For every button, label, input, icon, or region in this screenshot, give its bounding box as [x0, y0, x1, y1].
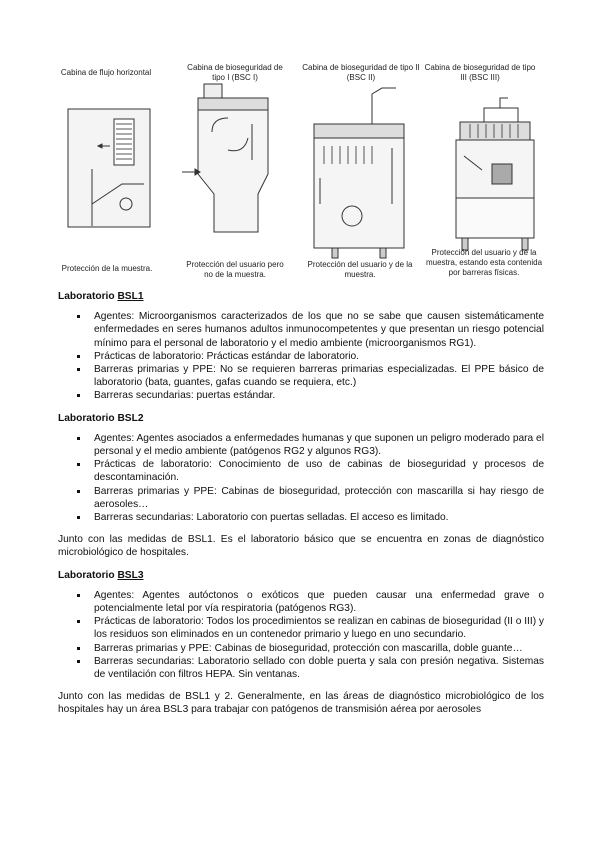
- cabinet-title-bsc2: Cabina de bioseguridad de tipo II (BSC II): [302, 63, 420, 82]
- bsl2-note: Junto con las medidas de BSL1. Es el laboratorio básico que se encuentra en zonas de diagnóstico microbiológico de hospitales.: [58, 534, 544, 559]
- bsc1-drawing: [182, 84, 268, 232]
- cabinet-caption-horizontal: Protección de la muestra.: [61, 264, 153, 273]
- list-item: Agentes: Agentes autóctonos o exóticos que pueden causar una enfermedad grave o potencialmente letal por vía respiratoria (patógenos RG3).: [94, 589, 544, 615]
- bsl3-note: Junto con las medidas de BSL1 y 2. Generalmente, en las áreas de diagnóstico microbiológico de los hospitales hay un área BSL3 para trabajar con patógenos de transmisión aérea por aerosoles: [58, 691, 544, 716]
- list-item: Barreras secundarias: Laboratorio con puertas selladas. El acceso es limitado.: [94, 511, 544, 524]
- list-item: Barreras primarias y PPE: Cabinas de bioseguridad, protección con mascarilla si hay riesgo de aerosoles…: [94, 485, 544, 510]
- bsc2-drawing: [314, 88, 404, 258]
- cabinet-title-bsc3: Cabina de bioseguridad de tipo III (BSC III): [424, 63, 536, 82]
- list-item: Barreras secundarias: puertas estándar.: [94, 389, 544, 402]
- cabinet-title-bsc1: Cabina de bioseguridad de tipo I (BSC I): [187, 63, 283, 82]
- list-item: Prácticas de laboratorio: Todos los procedimientos se realizan en cabinas de bioseguridad (II o III) y los residuos son eliminados en un contenedor primario y luego en uno secundario.: [94, 616, 545, 641]
- section-heading-bsl1: Laboratorio BSL1: [58, 291, 144, 302]
- horizontal-flow-cabinet-drawing: [68, 109, 150, 227]
- list-item: Prácticas de laboratorio: Prácticas estándar de laboratorio.: [94, 350, 544, 363]
- list-item: Barreras secundarias: Laboratorio sellado con doble puerta y sala con presión negativa. Sistemas de ventilación con filtros HEPA. Sin ventanas.: [94, 655, 544, 681]
- cabinet-title-horizontal: Cabina de flujo horizontal: [60, 68, 152, 77]
- list-item: Agentes: Agentes asociados a enfermedades humanas y que suponen un peligro moderado para el personal y el medio ambiente (patógenos RG2 y algunos RG3).: [94, 432, 544, 458]
- bsl1-list: [58, 310, 544, 402]
- list-item: Barreras primarias y PPE: No se requieren barreras primarias especializadas. El PPE básico de laboratorio (bata, guantes, gafas cuando se requiera, etc.): [94, 364, 544, 389]
- biosafety-cabinets-figure: [52, 54, 554, 282]
- list-item: Agentes: Microorganismos caracterizados de los que no se sabe que causen sistemáticamente enfermedades en seres humanos adultos inmunocompetentes y que presentan un riesgo potencial mínimo para el personal de laboratorio y el medio ambiente (microorganismos RG1).: [94, 311, 544, 349]
- document-body: [58, 290, 544, 726]
- list-item: Barreras primarias y PPE: Cabinas de bioseguridad, protección con mascarilla, doble guante…: [94, 642, 544, 655]
- cabinet-caption-bsc3: Protección del usuario y de la muestra, estando esta contenida por barreras físicas.: [425, 248, 543, 277]
- bsl2-list: [58, 432, 544, 524]
- bsl3-list: [58, 589, 544, 681]
- bsc3-drawing: [456, 98, 534, 250]
- cabinet-caption-bsc1: Protección del usuario pero no de la muestra.: [186, 260, 284, 279]
- list-item: Prácticas de laboratorio: Conocimiento de uso de cabinas de bioseguridad y procesos de descontaminación.: [94, 459, 544, 484]
- section-heading-bsl3: Laboratorio BSL3: [58, 569, 144, 581]
- cabinet-caption-bsc2: Protección del usuario y de la muestra.: [307, 260, 413, 279]
- section-heading-bsl2: Laboratorio BSL2: [58, 412, 144, 424]
